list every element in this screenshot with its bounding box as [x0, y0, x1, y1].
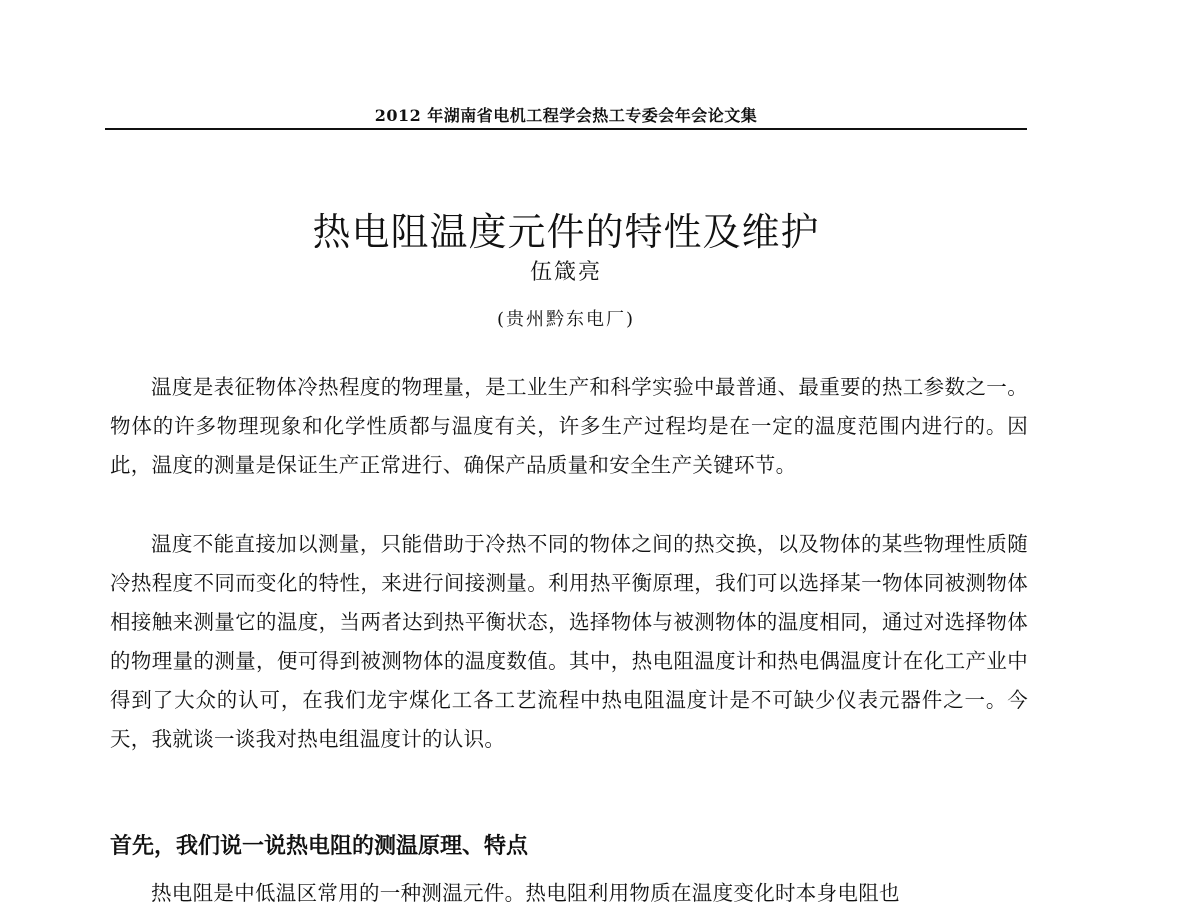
- paper-title: 热电阻温度元件的特性及维护: [312, 210, 820, 255]
- section-heading: 首先，我们说一说热电阻的测温原理、特点: [110, 834, 529, 859]
- header-rule: [105, 128, 1027, 130]
- author-affiliation: (贵州黔东电厂): [496, 309, 636, 330]
- body-paragraph-3: 热电阻是中低温区常用的一种测温元件。热电阻利用物质在温度变化时本身电阻也: [151, 881, 900, 905]
- body-paragraph-2: 温度不能直接加以测量，只能借助于冷热不同的物体之间的热交换，以及物体的某些物理性质随冷热程度不同而变化的特性，来进行间接测量。利用热平衡原理，我们可以选择某一物体同被测物体相接触来测量它的温度，当两者达到热平衡状态，选择物体与被测物体的温度相同，通过对选择物体的物理量的测量，便可得到被测物体的温度数值。其中，热电阻温度计和热电偶温度计在化工产业中得到了大众的认可，在我们龙宇煤化工各工艺流程中热电阻温度计是不可缺少仪表元器件之一。今天，我就谈一谈我对热电组温度计的认识。: [110, 532, 1028, 751]
- running-header: 2012 年湖南省电机工程学会热工专委会年会论文集: [374, 106, 758, 125]
- author-name: 伍箴亮: [529, 260, 602, 285]
- body-paragraph-1: 温度是表征物体冷热程度的物理量，是工业生产和科学实验中最普通、最重要的热工参数之一。物体的许多物理现象和化学性质都与温度有关，许多生产过程均是在一定的温度范围内进行的。因此，温度的测量是保证生产正常进行、确保产品质量和安全生产关键环节。: [110, 375, 1028, 477]
